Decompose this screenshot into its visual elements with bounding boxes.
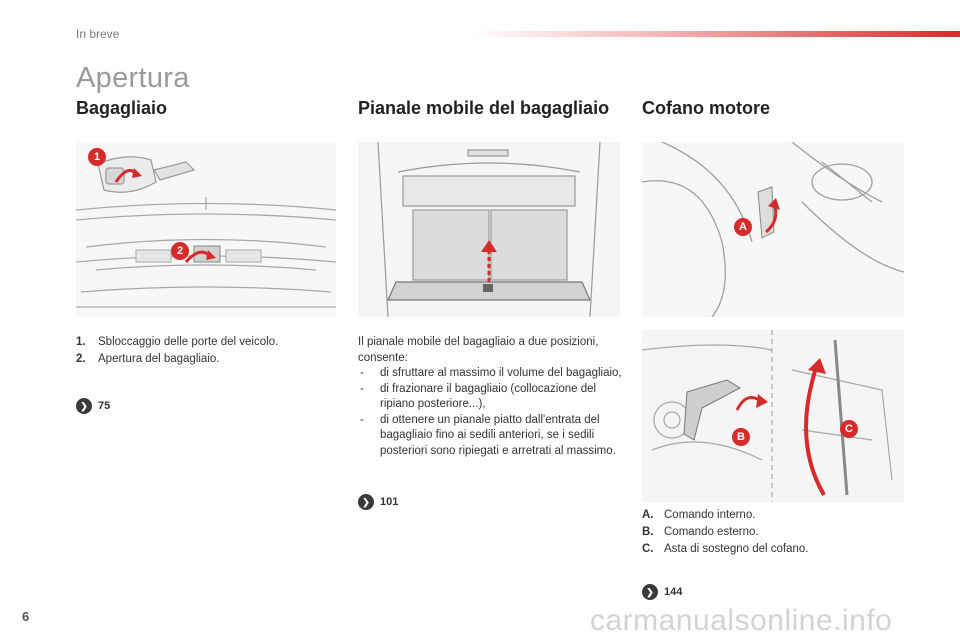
callout-badge: 1 xyxy=(88,148,106,166)
header-accent-bar xyxy=(470,31,960,37)
list-item: 2. Apertura del bagagliaio. xyxy=(76,353,220,365)
watermark: carmanualsonline.info xyxy=(590,604,893,637)
column-title-pianale: Pianale mobile del bagagliaio xyxy=(358,98,610,118)
list-item: C. Asta di sostegno del cofano. xyxy=(642,543,809,555)
callout-badge: C xyxy=(840,420,858,438)
section-label: In breve xyxy=(76,27,120,41)
page-reference-link[interactable]: ❯ 75 xyxy=(76,398,110,414)
floor-bullets xyxy=(358,366,626,459)
list-item: - di frazionare il bagagliaio (collocazione del ripiano posteriore...), xyxy=(358,382,626,413)
chevron-right-icon: ❯ xyxy=(642,584,658,600)
trunk-steps-list xyxy=(76,334,336,368)
chevron-right-icon: ❯ xyxy=(358,494,374,510)
illustration-trunk-opening xyxy=(76,142,336,317)
page-reference-link[interactable]: ❯ 101 xyxy=(358,494,398,510)
hood-parts-list xyxy=(642,507,904,558)
list-item: - di sfruttare al massimo il volume del bagagliaio, xyxy=(358,366,626,382)
list-item: B. Comando esterno. xyxy=(642,526,759,538)
floor-description: Il pianale mobile del bagagliaio a due posizioni, consente: - di sfruttare al massimo il volume del bagagliaio, - di frazionare il bagagliaio (collocazione del ripiano posteriore...), - di ottenere un pianale piatto dall'entrata del bagagliaio fino ai sedili anteriori, se i sedili posteriori sono ripiegati e arretrati al massimo. xyxy=(358,335,626,459)
list-item: 1. Sbloccaggio delle porte del veicolo. xyxy=(76,336,279,348)
illustration-trunk-floor xyxy=(358,142,620,317)
callout-badge: A xyxy=(734,218,752,236)
page-title: Apertura xyxy=(76,62,190,94)
illustration-hood-internal-release xyxy=(642,142,904,317)
page-number: 6 xyxy=(22,609,30,624)
page-reference-link[interactable]: ❯ 144 xyxy=(642,584,682,600)
chevron-right-icon: ❯ xyxy=(76,398,92,414)
list-item: - di ottenere un pianale piatto dall'entrata del bagagliaio fino ai sedili anteriori, se i sedili posteriori sono ripiegati e arretrati al massimo. xyxy=(358,413,626,460)
list-item: A. Comando interno. xyxy=(642,509,756,521)
column-title-cofano: Cofano motore xyxy=(642,98,770,118)
callout-badge: B xyxy=(732,428,750,446)
illustration-hood-external-release xyxy=(642,330,904,502)
column-title-bagagliaio: Bagagliaio xyxy=(76,98,168,118)
callout-badge: 2 xyxy=(171,242,189,260)
